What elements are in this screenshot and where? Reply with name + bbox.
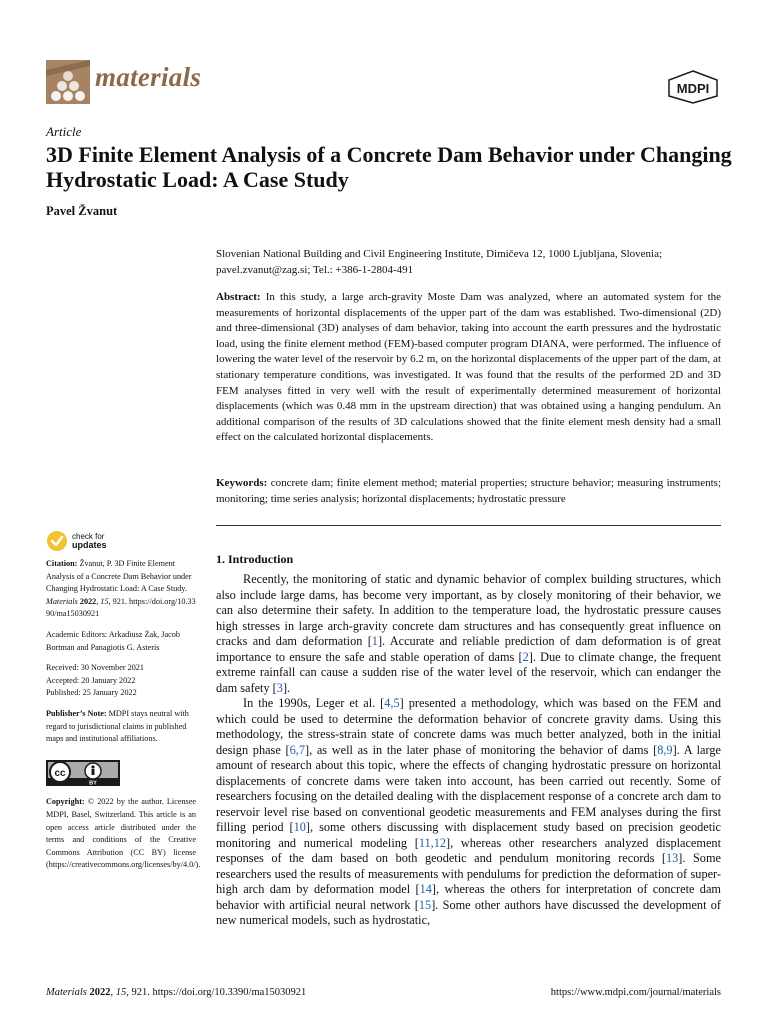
footer-volume: 15 bbox=[115, 987, 127, 998]
publishers-note bbox=[46, 708, 196, 746]
publishers-note-text: MDPI stays neutral with regard to jurisdictional claims in published maps and institutional affiliations. bbox=[46, 708, 189, 744]
mdpi-logo-icon bbox=[667, 70, 719, 104]
keywords-text: concrete dam; finite element method; material properties; structure behavior; measuring instruments; monitoring; time series analysis; horizontal displacements; hydrostatic pressure bbox=[216, 477, 721, 505]
reference-link[interactable]: 14 bbox=[419, 882, 432, 896]
copyright bbox=[46, 796, 201, 872]
author-name: Pavel Žvanut bbox=[46, 204, 118, 218]
cc-by-license-icon[interactable] bbox=[46, 760, 120, 786]
citation-journal: Materials bbox=[46, 596, 78, 606]
text-run: ]. Accurate and reliable prediction of dam deformation is of great importance to ensure the safe and stable operation of dams [ bbox=[216, 634, 721, 664]
svg-text:BY: BY bbox=[89, 780, 97, 786]
mdpi-logo-text: MDPI bbox=[676, 81, 710, 96]
copyright-label: Copyright: bbox=[46, 797, 85, 807]
svg-text:cc: cc bbox=[54, 767, 66, 779]
keywords bbox=[216, 476, 721, 507]
academic-editors: Academic Editors: Arkadiusz Żak, Jacob Bortman and Panagiotis G. Asteris bbox=[46, 629, 180, 652]
paragraph-1 bbox=[216, 572, 721, 696]
footer-journal-url[interactable]: https://www.mdpi.com/journal/materials bbox=[550, 987, 721, 998]
check-for-label: check for bbox=[72, 532, 105, 541]
text-run: ], whereas other researchers analyzed displacement responses of the dam based on both geodetic and pendulum monitoring records [ bbox=[216, 835, 721, 865]
check-for-updates-button[interactable] bbox=[46, 530, 196, 552]
journal-logo-icon bbox=[46, 60, 90, 104]
footer-journal: Materials bbox=[46, 987, 87, 998]
text-run: In the 1990s, Leger et al. [ bbox=[243, 696, 385, 710]
citation-text: Žvanut, P. 3D Finite Element Analysis of a Concrete Dam Behavior under Changing Hydrostatic Load: A Case Study. bbox=[46, 559, 192, 594]
text-run: ]. A large amount of research about this topic, where the effects of changing hydrostatic pressure on horizontal displacements of concrete dams were taken into account, has been carried out recently. Some of researchers focusing on the detailed dealing with the displacement response of a concrete arch dam to reservoir level rise based on conventional geodetic measurements and FEM analyses during the first filling period [ bbox=[216, 742, 721, 834]
text-run: ], some others discussing with displacement study based on precision geodetic monitoring and numerical modeling [ bbox=[216, 820, 721, 850]
publishers-note-label: Publisher’s Note: bbox=[46, 708, 107, 718]
citation: Citation: Žvanut, P. 3D Finite Element Analysis of a Concrete Dam Behavior under Changing Hydrostatic Load: A Case Study. Materials 2022, 15, 921. https://doi.org/10.3390/ma15030921 bbox=[46, 559, 196, 619]
dates bbox=[46, 662, 196, 700]
keywords-label: Keywords: bbox=[216, 477, 268, 489]
reference-link[interactable]: 6,7 bbox=[289, 742, 305, 757]
section-heading: 1. Introduction bbox=[216, 552, 294, 566]
article-type: Article bbox=[46, 124, 82, 139]
text-run: ], as well as in the later phase of monitoring the behavior of dams [ bbox=[304, 742, 658, 757]
abstract bbox=[216, 290, 721, 446]
reference-link[interactable]: 10 bbox=[293, 820, 306, 834]
divider bbox=[216, 525, 721, 526]
text-run: ] presented a methodology, which was based on the FEM and which could be used to determine the deformation behavior of concrete gravity dams. Using this methodology, the stress-strain state of concrete dams was much better analyzed, both in the initial design phase [ bbox=[216, 696, 721, 757]
reference-link[interactable]: 8,9 bbox=[657, 742, 673, 757]
text-run: ], whereas the others for interpretation of concrete dam behavior with artificial neural network [ bbox=[216, 882, 721, 912]
reference-link[interactable]: 3 bbox=[276, 680, 283, 695]
accepted-date: Accepted: 20 January 2022 bbox=[46, 675, 136, 685]
reference-link[interactable]: 11,12 bbox=[418, 835, 447, 850]
affiliation bbox=[216, 246, 721, 278]
citation-year: 2022 bbox=[79, 596, 97, 606]
footer-year: 2022 bbox=[89, 987, 111, 998]
text-run: ]. Some other authors have discussed the development of new numerical models, such as hydrostatic, bbox=[216, 897, 721, 927]
paragraph-2 bbox=[216, 696, 721, 929]
text-run: ]. Some researchers used the results of measurements with pendulums for prediction the deformation of super-high arch dam by deformation model [ bbox=[216, 851, 721, 896]
journal-name: materials bbox=[95, 62, 202, 92]
citation-label: Citation: bbox=[46, 559, 78, 568]
copyright-text: © 2022 by the author. Licensee MDPI, Basel, Switzerland. This article is an open access article distributed under the terms and conditions of the Creative Commons Attribution (CC BY) license (https://creativecommons.org/licenses/by/4.0/). bbox=[46, 797, 201, 870]
abstract-text: In this study, a large arch-gravity Moste Dam was analyzed, where an automated system for the measurements of horizontal displacements of the upper part of the dam was established. Two-dimensional (2D) and three-dimensional (3D) analyses of dam behavior, taking into account the earth pressures and the hydrostatic load, using the finite element method (FEM)-based computer program DIANA, were performed. The influence of lowering the water level of the reservoir by 6.2 m, on the horizontal displacements of the upper part of the dam, at stationary temperature conditions, was investigated. It was found that the results of the performed 2D and 3D FEM analyses fitted in very well with the result of experimentally determined measurement of horizontal displacements (which was 0.48 mm in the upstream direction) that was obtained using a hanging pendulum. An additional comparison of the results of 3D calculations showed that the finite element mesh density had a small effect on the calculated horizontal displacements. bbox=[216, 291, 722, 444]
article-title: 3D Finite Element Analysis of a Concrete Dam Behavior under Changing Hydrostatic Load: A Case Study bbox=[46, 142, 732, 192]
reference-link[interactable]: 1 bbox=[371, 634, 378, 648]
received-date: Received: 30 November 2021 bbox=[46, 663, 144, 673]
affiliation-line-2[interactable]: pavel.zvanut@zag.si; Tel.: +386-1-2804-491 bbox=[216, 264, 414, 276]
sidebar bbox=[46, 530, 201, 880]
reference-link[interactable]: 2 bbox=[522, 649, 529, 664]
footer-doi[interactable]: , 921. https://doi.org/10.3390/ma15030921 bbox=[126, 987, 307, 998]
check-updates-icon bbox=[46, 530, 68, 552]
text-run: ]. bbox=[282, 680, 291, 695]
footer-citation: Materials 2022, 15, 921. https://doi.org/10.3390/ma15030921 bbox=[46, 987, 307, 998]
reference-link[interactable]: 13 bbox=[666, 851, 679, 865]
updates-label: updates bbox=[72, 540, 107, 550]
body-text bbox=[216, 572, 721, 929]
citation-volume: 15 bbox=[100, 596, 109, 606]
abstract-label: Abstract: bbox=[216, 291, 261, 303]
reference-link[interactable]: 15 bbox=[418, 897, 432, 912]
published-date: Published: 25 January 2022 bbox=[46, 688, 137, 698]
reference-link[interactable]: 4,5 bbox=[384, 696, 400, 710]
citation-doi-link[interactable]: https://doi.org/10.3390/ma15030921 bbox=[46, 596, 196, 619]
affiliation-line-1: Slovenian National Building and Civil Engineering Institute, Dimičeva 12, 1000 Ljubljana, Slovenia; bbox=[216, 248, 663, 260]
citation-rest: , 921. bbox=[108, 596, 127, 606]
text-run: ]. Due to climate change, the frequent extreme rainfall can cause a sudden rise of the water level of the reservoir, which can endanger the dam safety [ bbox=[216, 649, 721, 695]
text-run: Recently, the monitoring of static and dynamic behavior of complex building structures, which also include large dams, has become very important, as by closely monitoring of their behavior, we can also determine their safety. In addition to the temperature load, the hydrostatic pressure causes high stresses in large arch-gravity concrete dam structures and has consequently great influence on cracks and dam deformation [ bbox=[216, 572, 721, 648]
